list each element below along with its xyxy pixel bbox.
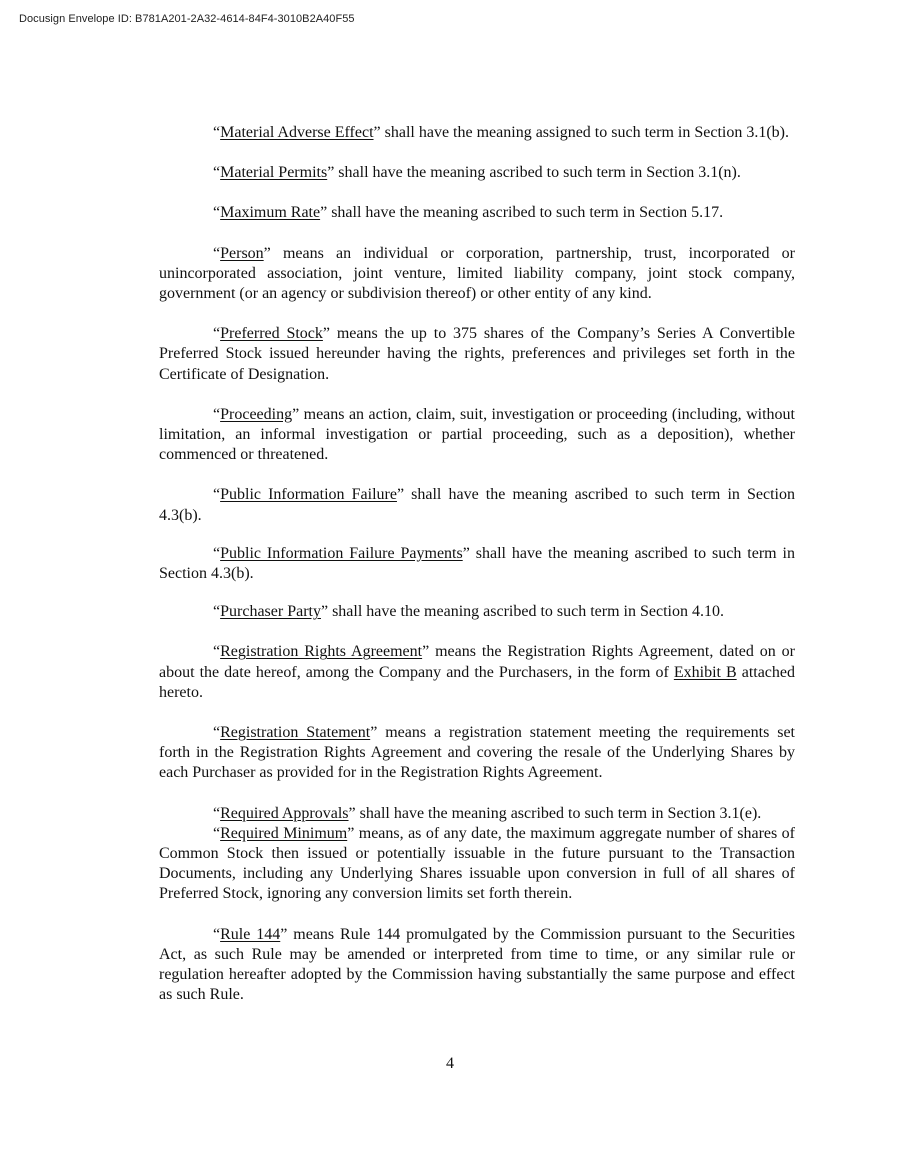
defined-term: Rule 144 <box>220 925 281 943</box>
page-number: 4 <box>446 1055 454 1072</box>
definition-registration-rights-agreement: “Registration Rights Agreement” means the Registration Rights Agreement, dated on or about the date hereof, among the Company and the Purchasers, in the form of Exhibit B attached hereto. <box>159 643 796 701</box>
definition-text: ” shall have the meaning ascribed to such term in Section 5.17. <box>320 204 724 222</box>
defined-term: Maximum Rate <box>220 204 321 222</box>
defined-term: Required Approvals <box>220 804 349 822</box>
definition-required-approvals: “Required Approvals” shall have the meaning ascribed to such term in Section 3.1(e). <box>213 804 762 822</box>
definition-text: ” shall have the meaning assigned to such term in Section 3.1(b). <box>373 124 789 141</box>
definition-required-minimum: “Required Minimum” means, as of any date, the maximum aggregate number of shares of Common Stock then issued or potentially issuable in the future pursuant to the Transaction Documents, including any Underlying Shares issuable upon conversion in full of all shares of Preferred Stock, ignoring any conversion limits set forth therein. <box>159 824 796 903</box>
definition-text-tail: attached hereto. <box>159 663 796 701</box>
exhibit-reference: Exhibit B <box>673 663 737 681</box>
defined-term: Proceeding <box>220 405 293 423</box>
docusign-envelope-id: Docusign Envelope ID: B781A201-2A32-4614-84F4-3010B2A40F55 <box>19 13 355 25</box>
definition-registration-statement: “Registration Statement” means a registration statement meeting the requirements set forth in the Registration Rights Agreement and covering the resale of the Underlying Shares by each Purchaser as provided for in the Registration Rights Agreement. <box>159 724 795 782</box>
definition-text: ” means an individual or corporation, partnership, trust, incorporated or unincorporated association, joint venture, limited liability company, joint stock company, government (or an agency or subdivision thereof) or other entity of any kind. <box>159 244 795 303</box>
definition-public-information-failure: “Public Information Failure” shall have the meaning ascribed to such term in Section 4.3(b). <box>159 486 795 524</box>
definition-text: ” means the Registration Rights Agreement, dated on or about the date hereof, among the Company and the Purchasers, in the form of <box>159 643 795 681</box>
definition-material-adverse-effect: “Material Adverse Effect” shall have the meaning assigned to such term in Section 3.1(b). <box>213 124 789 141</box>
definition-public-information-failure-payments: “Public Information Failure Payments” shall have the meaning ascribed to such term in Section 4.3(b). <box>159 544 795 583</box>
definition-text: ” shall have the meaning ascribed to such term in Section 3.1(n). <box>327 164 741 182</box>
definition-preferred-stock: “Preferred Stock” means the up to 375 shares of the Company’s Series A Convertible Preferred Stock issued hereunder having the rights, preferences and privileges set forth in the Certificate of Designation. <box>159 325 795 383</box>
defined-term: Registration Rights Agreement <box>220 643 423 661</box>
defined-term: Public Information Failure <box>220 486 397 504</box>
defined-term: Registration Statement <box>220 724 371 742</box>
definition-proceeding: “Proceeding” means an action, claim, suit, investigation or proceeding (including, without limitation, an informal investigation or partial proceeding, such as a deposition), whether commenced or threatened. <box>159 405 795 464</box>
definition-text: ” means Rule 144 promulgated by the Commission pursuant to the Securities Act, as such Rule may be amended or interpreted from time to time, or any similar rule or regulation hereafter adopted by the Commission having substantially the same purpose and effect as such Rule. <box>159 925 796 1004</box>
definition-text: ” means a registration statement meeting the requirements set forth in the Registration Rights Agreement and covering the resale of the Underlying Shares by each Purchaser as provided for in the Registration Rights Agreement. <box>159 724 795 782</box>
definition-text: ” shall have the meaning ascribed to such term in Section 3.1(e). <box>348 804 762 822</box>
defined-term: Required Minimum <box>220 824 348 842</box>
definition-text: ” means an action, claim, suit, investigation or proceeding (including, without limitation, an informal investigation or partial proceeding, such as a deposition), whether commenced or threatened. <box>159 405 795 464</box>
defined-term: Material Adverse Effect <box>220 124 374 141</box>
definition-maximum-rate: “Maximum Rate” shall have the meaning ascribed to such term in Section 5.17. <box>213 204 724 222</box>
definition-rule-144: “Rule 144” means Rule 144 promulgated by the Commission pursuant to the Securities Act, as such Rule may be amended or interpreted from time to time, or any similar rule or regulation hereafter adopted by the Commission having substantially the same purpose and effect as such Rule. <box>159 925 796 1004</box>
definition-text: ” shall have the meaning ascribed to such term in Section 4.3(b). <box>159 486 795 524</box>
definitions-section <box>159 123 795 1006</box>
defined-term: Purchaser Party <box>220 603 321 621</box>
definition-text: ” means the up to 375 shares of the Company’s Series A Convertible Preferred Stock issued hereunder having the rights, preferences and privileges set forth in the Certificate of Designation. <box>159 325 795 383</box>
definition-person: “Person” means an individual or corporation, partnership, trust, incorporated or unincorporated association, joint venture, limited liability company, joint stock company, government (or an agency or subdivision thereof) or other entity of any kind. <box>159 244 795 303</box>
definition-text: ” shall have the meaning ascribed to such term in Section 4.3(b). <box>159 544 795 583</box>
defined-term: Public Information Failure Payments <box>220 544 463 562</box>
defined-term: Material Permits <box>220 164 328 182</box>
definition-purchaser-party: “Purchaser Party” shall have the meaning ascribed to such term in Section 4.10. <box>213 603 724 621</box>
definition-text: ” shall have the meaning ascribed to such term in Section 4.10. <box>320 603 724 621</box>
defined-term: Person <box>220 244 264 262</box>
definition-material-permits: “Material Permits” shall have the meaning ascribed to such term in Section 3.1(n). <box>213 164 741 182</box>
defined-term: Preferred Stock <box>220 325 323 343</box>
definition-text: ” means, as of any date, the maximum aggregate number of shares of Common Stock then issued or potentially issuable in the future pursuant to the Transaction Documents, including any Underlying Shares issuable upon conversion in full of all shares of Preferred Stock, ignoring any conversion limits set forth therein. <box>159 824 796 903</box>
